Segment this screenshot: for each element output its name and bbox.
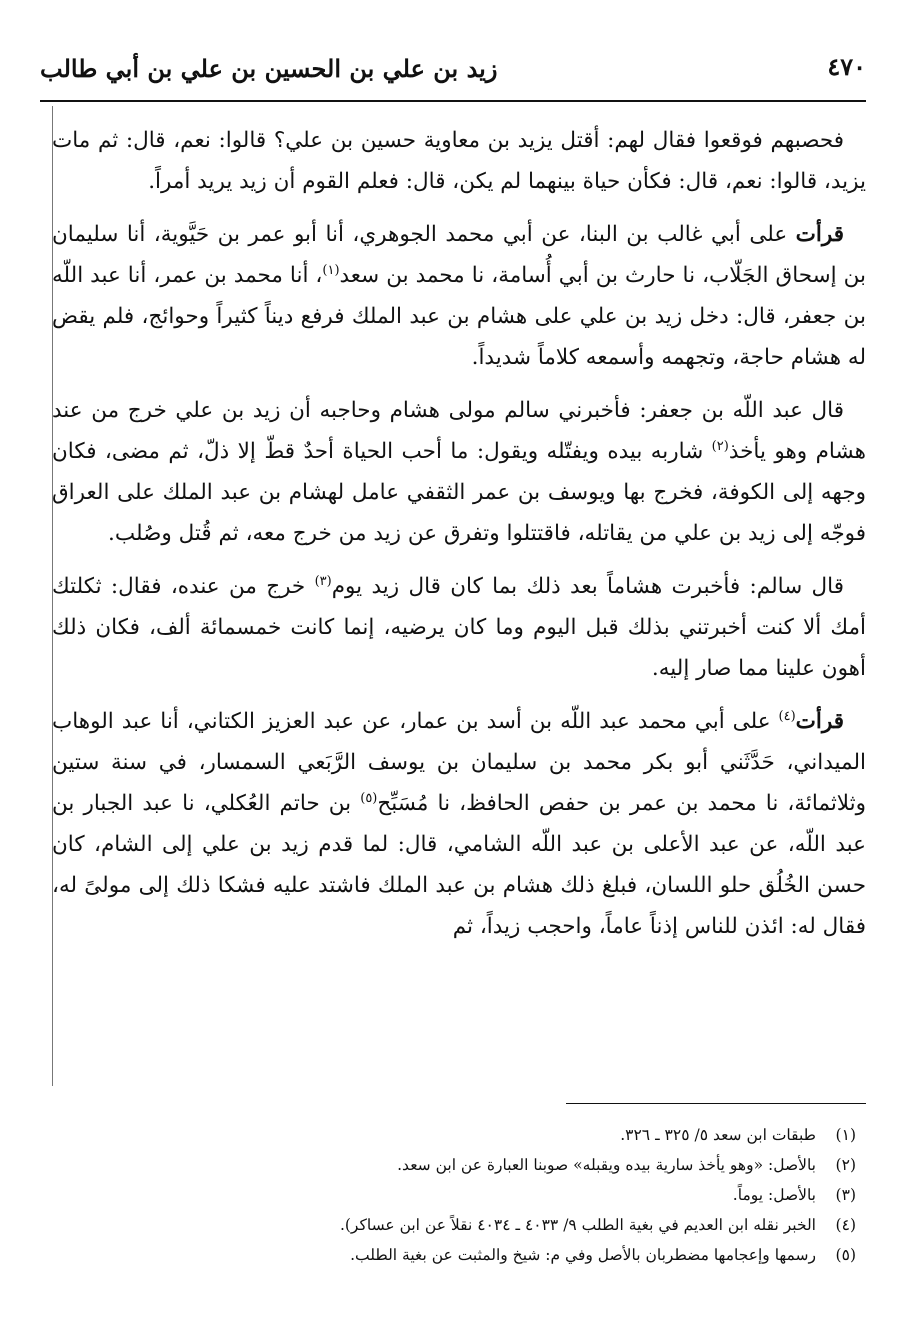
footnote-text: بالأصل: «وهو يأخذ سارية بيده ويقبله» صوبنا العبارة عن ابن سعد. (397, 1156, 816, 1174)
footnote-ref-1[interactable]: (١) (322, 262, 340, 278)
paragraph-4 (52, 566, 866, 689)
footnote-text: الخبر نقله ابن العديم في بغية الطلب ٩/ ٤٠٣٣ ـ ٤٠٣٤ نقلاً عن ابن عساكر). (339, 1216, 816, 1234)
paragraph-text: على أبي محمد عبد اللّه بن أسد بن عمار، عن عبد العزيز الكتاني، أنا عبد الوهاب الميداني، حَدَّثَني أبو بكر محمد بن سليمان بن يوسف الرَّبَعي السمسار، في سنة ستين وثلاثمائة، نا محمد بن عمر بن حفص الحافظ، نا مُسَبِّح (52, 709, 867, 816)
header-divider (40, 100, 866, 102)
paragraph-text: بن حاتم العُكلي، نا عبد الجبار بن عبد اللّه، عن عبد الأعلى بن عبد اللّه الشامي، قال: لما قدم زيد بن علي إلى الشام، كان حسن الخُلُق حلو اللسان، فبلغ ذلك هشام بن عبد الملك فاشتد عليه فشكا ذلك إلى مولىً له، فقال له: ائذن للناس إذناً عاماً، واحجب زيداً، ثم (52, 791, 866, 939)
paragraph-text: قال سالم: فأخبرت هشاماً بعد ذلك بما كان قال زيد يوم (331, 574, 844, 599)
paragraph-lead: قرأت (795, 709, 844, 734)
paragraph-text: ، أنا محمد بن عمر، أنا عبد اللّه بن جعفر، قال: دخل زيد بن علي على هشام بن عبد الملك فرفع ديناً كثيراً وحوائج، فلم يقض له هشام حاجة، وتجهمه وأسمعه كلاماً شديداً. (52, 263, 866, 370)
footnote-ref-5[interactable]: (٥) (360, 790, 378, 806)
paragraph-text: فحصبهم فوقعوا فقال لهم: أقتل يزيد بن معاوية حسين بن علي؟ قالوا: نعم، قال: ثم مات يزيد، قالوا: نعم، قال: فكأن حياة بينهما لم يكن، قال: فعلم القوم أن زيد يريد أمراً. (52, 128, 866, 194)
running-title: زيد بن علي بن الحسين بن علي بن أبي طالب (40, 54, 498, 83)
footnote-item (52, 1210, 856, 1240)
body-text (52, 120, 866, 959)
footnote-item (52, 1240, 856, 1270)
footnote-text: رسمها وإعجامها مضطربان بالأصل وفي م: شيخ والمثبت عن بغية الطلب. (350, 1246, 816, 1264)
footnote-ref-2[interactable]: (٢) (711, 438, 729, 454)
paragraph-text: خرج من عنده، فقال: ثكلتك أمك ألا كنت أخبرتني بذلك قبل اليوم وما كان يرضيه، إنما كانت خمسمائة ألف، فكان ذلك أهون علينا مما صار إليه. (52, 574, 866, 681)
paragraph-lead: قرأت (795, 222, 844, 247)
paragraph-text: قال عبد اللّه بن جعفر: فأخبرني سالم مولى هشام وحاجبه أن زيد بن علي خرج من عند هشام وهو يأخذ (52, 398, 866, 464)
footnote-ref-3[interactable]: (٣) (314, 573, 332, 589)
footnote-text: بالأصل: يوماً. (732, 1186, 816, 1204)
paragraph-text: شاربه بيده ويفتّله ويقول: ما أحب الحياة أحدٌ قطّ إلا ذلّ، ثم مضى، فكان وجهه إلى الكوفة، فخرج بها ويوسف بن عمر الثقفي عامل لهشام بن عبد الملك على العراق فوجّه إلى زيد بن علي من يقاتله، فاقتتلوا وتفرق عن زيد من خرج معه، ثم قُتل وصُلب. (52, 439, 866, 546)
paragraph-1 (52, 120, 866, 202)
paragraph-text: على أبي غالب بن البنا، عن أبي محمد الجوهري، أنا أبو عمر بن حَيَّوية، أنا سليمان بن إسحاق الجَلّاب، نا حارث بن أبي أُسامة، نا محمد بن سعد (52, 222, 866, 288)
footnote-ref-4[interactable]: (٤) (778, 708, 796, 724)
page-header (40, 52, 866, 102)
footnote-number: (٤) (835, 1216, 856, 1234)
footnote-number: (١) (835, 1126, 856, 1144)
footnote-item (52, 1180, 856, 1210)
footnote-divider (566, 1103, 866, 1104)
footnote-item (52, 1120, 856, 1150)
footnote-text: طبقات ابن سعد ٥/ ٣٢٥ ـ ٣٢٦. (620, 1126, 816, 1144)
paragraph-2 (52, 214, 866, 378)
paragraph-3 (52, 390, 866, 554)
footnote-number: (٣) (835, 1186, 856, 1204)
page-number: ٤٧٠ (827, 52, 866, 81)
footnotes-list (52, 1120, 856, 1270)
paragraph-5 (52, 701, 866, 947)
footnote-number: (٢) (835, 1156, 856, 1174)
footnote-item (52, 1150, 856, 1180)
footnote-number: (٥) (835, 1246, 856, 1264)
